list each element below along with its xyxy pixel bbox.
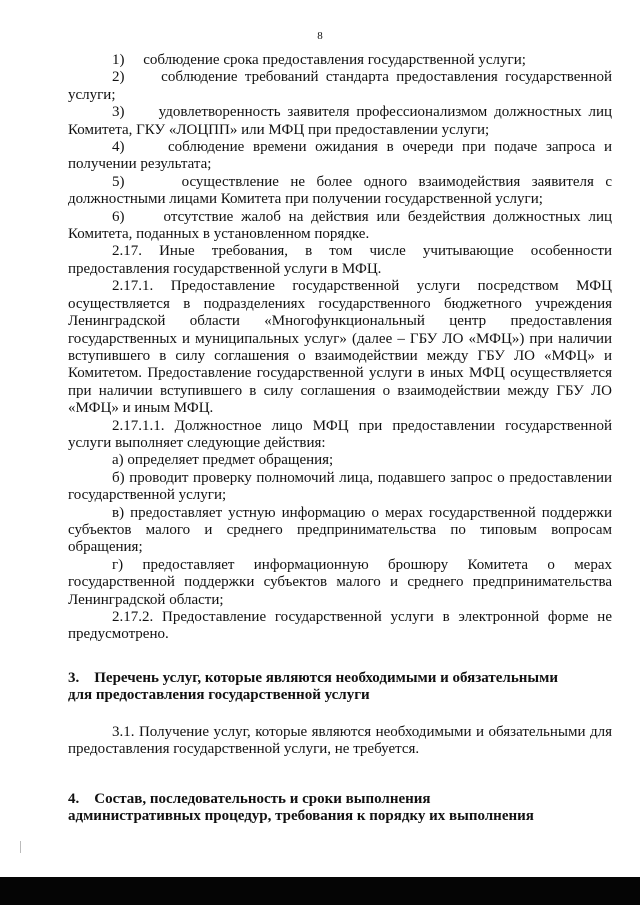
list-item-3: 3) удовлетворенность заявителя профессионализмом должностных лиц Комитета, ГКУ «ЛОЦПП» или МФЦ при предоставлении услуги; bbox=[68, 104, 612, 138]
action-item-b: б) проводит проверку полномочий лица, подавшего запрос о предоставлении государственной услуги; bbox=[68, 469, 612, 504]
list-item-2: 2) соблюдение требований стандарта предоставления государственной услуги; bbox=[68, 69, 612, 103]
paragraph-2-17: 2.17. Иные требования, в том числе учитывающие особенности предоставления государственной услуги в МФЦ. bbox=[68, 243, 612, 277]
document-body bbox=[68, 52, 612, 825]
scan-bottom-bar bbox=[0, 877, 640, 905]
page-number: 8 bbox=[317, 30, 323, 42]
section-4-heading-line2: административных процедур, требования к порядку их выполнения bbox=[68, 807, 534, 824]
paragraph-2-17-1: 2.17.1. Предоставление государственной услуги посредством МФЦ осуществляется в подразделениях государственного бюджетного учреждения Ленинградской области «Многофункциональный центр предоставления государственных и муниципальных услуг» (далее – ГБУ ЛО «МФЦ») при наличии вступившего в силу соглашения о взаимодействии между ГБУ ЛО «МФЦ» и Комитетом. Предоставление государственной услуги в иных МФЦ осуществляется при наличии вступившего в силу соглашения о взаимодействии между ГБУ ЛО «МФЦ» и иным МФЦ. bbox=[68, 278, 612, 417]
action-item-a: а) определяет предмет обращения; bbox=[112, 452, 334, 469]
section-4-heading-line1: 4. Состав, последовательность и сроки выполнения bbox=[68, 790, 431, 807]
section-3-heading bbox=[68, 670, 612, 704]
scan-edge-mark bbox=[20, 841, 21, 853]
paragraph-3-1: 3.1. Получение услуг, которые являются необходимыми и обязательными для предоставления государственной услуги, не требуется. bbox=[68, 723, 612, 758]
list-item-6: 6) отсутствие жалоб на действия или бездействия должностных лиц Комитета, поданных в установленном порядке. bbox=[68, 208, 612, 243]
action-item-v: в) предоставляет устную информацию о мерах государственной поддержки субъектов малого и среднего предпринимательства по типовым вопросам обращения; bbox=[68, 504, 612, 556]
list-item-5: 5) осуществление не более одного взаимодействия заявителя с должностными лицами Комитета при получении государственной услуги; bbox=[68, 173, 612, 208]
section-3-heading-line2: для предоставления государственной услуги bbox=[68, 686, 370, 703]
list-item-4: 4) соблюдение времени ожидания в очереди при подаче запроса и получении результата; bbox=[68, 139, 612, 173]
section-3-heading-line1: 3. Перечень услуг, которые являются необходимыми и обязательными bbox=[68, 669, 558, 686]
section-4-heading bbox=[68, 791, 612, 825]
list-item-1: 1) соблюдение срока предоставления государственной услуги; bbox=[112, 52, 526, 68]
action-item-g: г) предоставляет информационную брошюру Комитета о мерах государственной поддержки субъектов малого и среднего предпринимательства Ленинградской области; bbox=[68, 556, 612, 608]
paragraph-2-17-1-1: 2.17.1.1. Должностное лицо МФЦ при предоставлении государственной услуги выполняет следующие действия: bbox=[68, 417, 612, 451]
paragraph-2-17-2: 2.17.2. Предоставление государственной услуги в электронной форме не предусмотрено. bbox=[68, 609, 612, 643]
